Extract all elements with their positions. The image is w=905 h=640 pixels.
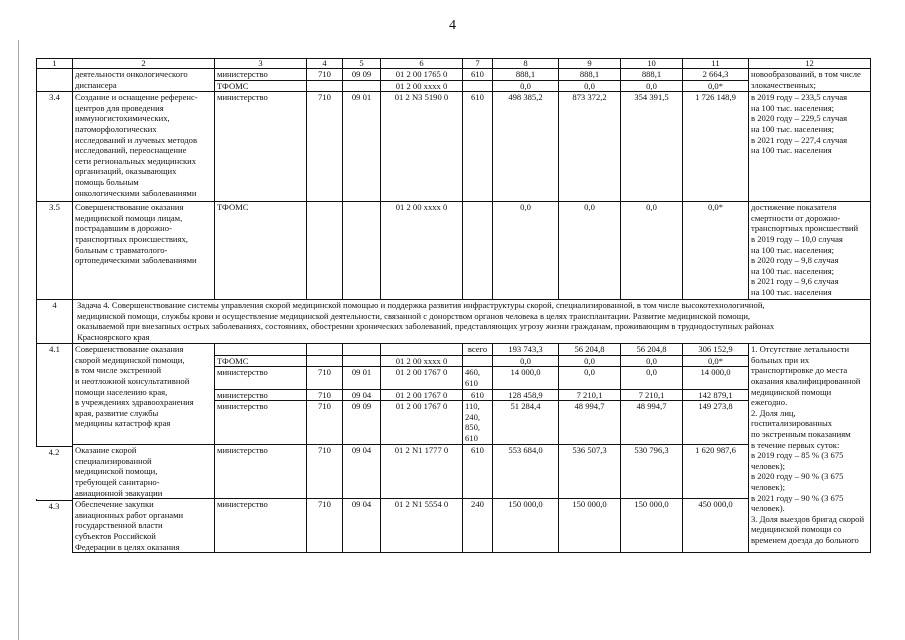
amount-cell: 2 664,3	[683, 69, 749, 81]
row-number-cell: 3.5	[37, 202, 73, 300]
text-line: злокачественных;	[751, 79, 816, 90]
executor-cell: министерство	[215, 367, 307, 389]
page-number: 4	[449, 18, 456, 33]
code-cell: 09 04	[343, 389, 381, 401]
amount-cell: 7 210,1	[621, 389, 683, 401]
code-cell	[343, 202, 381, 300]
text-line: помощь больным	[75, 176, 139, 187]
text-line: и неотложной консультативной	[75, 375, 190, 386]
code-cell	[307, 80, 343, 92]
code-cell: 710	[307, 367, 343, 389]
row-number-cell: 4	[37, 300, 73, 344]
text-line: субъектов Российской	[75, 530, 156, 541]
text-line: Совершенствование оказания	[75, 202, 184, 213]
code-cell: 710	[307, 69, 343, 81]
task-description-cell	[73, 300, 871, 344]
activity-name-cell	[73, 92, 215, 202]
result-cell	[749, 92, 871, 202]
activity-name-cell	[73, 344, 215, 445]
code-cell: 460, 610	[463, 367, 493, 389]
text-line: на 100 тыс. населения;	[751, 102, 835, 113]
amount-cell: 306 152,9	[683, 344, 749, 356]
code-cell	[381, 344, 463, 356]
text-line: больных при их	[751, 354, 810, 365]
text-line: государственной власти	[75, 520, 163, 531]
text-line: в 2019 году – 233,5 случая	[751, 92, 848, 103]
code-cell: 110, 240, 850, 610	[463, 401, 493, 445]
text-line: больным с травматолого-	[75, 244, 168, 255]
amount-cell: 56 204,8	[559, 344, 621, 356]
text-line: авиационной эвакуации	[75, 487, 163, 498]
text-line: Красноярского края	[77, 331, 150, 342]
program-table	[36, 58, 871, 553]
text-line: оказания квалифицированной	[751, 375, 861, 386]
amount-cell: 888,1	[621, 69, 683, 81]
text-line: транспортных происшествий	[751, 223, 859, 234]
amount-cell: 7 210,1	[559, 389, 621, 401]
text-line: в течение первых суток:	[751, 439, 840, 450]
text-line: человек);	[751, 481, 785, 492]
column-number: 7	[463, 59, 493, 69]
text-line: организаций, оказывающих	[75, 166, 177, 177]
code-cell: 240	[463, 499, 493, 553]
amount-cell: 498 385,2	[493, 92, 559, 202]
text-line: медицинской помощи со	[751, 524, 842, 535]
code-cell	[307, 355, 343, 367]
amount-cell: 450 000,0	[683, 499, 749, 553]
column-number: 10	[621, 59, 683, 69]
text-line: медицинской помощи	[751, 386, 832, 397]
text-line: Оказание скорой	[75, 445, 137, 456]
column-number: 12	[749, 59, 871, 69]
code-cell: 01 2 N3 5190 0	[381, 92, 463, 202]
table-row-4-1	[37, 344, 871, 356]
text-line: новообразований, в том числе	[751, 69, 861, 79]
amount-cell: 536 507,3	[559, 445, 621, 499]
text-line: на 100 тыс. населения;	[751, 123, 835, 134]
text-line: центров для проведения	[75, 102, 164, 113]
code-cell: 01 2 00 1767 0	[381, 401, 463, 445]
table-row-4-2	[37, 445, 871, 499]
text-line: на 100 тыс. населения;	[751, 244, 835, 255]
executor-cell: ТФОМС	[215, 202, 307, 300]
amount-cell: 14 000,0	[493, 367, 559, 389]
text-line: транспортировке до места	[751, 365, 848, 376]
result-cell	[749, 344, 871, 553]
amount-cell: 0,0	[559, 355, 621, 367]
code-cell: 09 09	[343, 401, 381, 445]
text-line: сети региональных медицинских	[75, 155, 197, 166]
code-cell: 09 09	[343, 69, 381, 81]
text-line: 1. Отсутствие летальности	[751, 344, 850, 355]
code-cell	[343, 355, 381, 367]
activity-name-cell	[73, 202, 215, 300]
column-number: 2	[73, 59, 215, 69]
text-line: в 2021 году – 9,6 случая	[751, 276, 839, 287]
text-line: в 2021 году – 90 % (3 675	[751, 492, 844, 503]
code-cell: 610	[463, 445, 493, 499]
code-cell	[307, 202, 343, 300]
text-line: на 100 тыс. населения;	[751, 265, 835, 276]
amount-cell: 149 273,8	[683, 401, 749, 445]
amount-cell: 150 000,0	[621, 499, 683, 553]
column-number: 4	[307, 59, 343, 69]
code-cell	[463, 355, 493, 367]
activity-name-cell	[73, 445, 215, 499]
amount-cell: 0,0*	[683, 80, 749, 92]
text-line: в 2021 году – 227,4 случая	[751, 134, 848, 145]
code-cell	[307, 344, 343, 356]
text-line: по экстренным показаниям	[751, 428, 851, 439]
text-line: диспансера	[75, 79, 117, 90]
text-line: исследований и лучевых методов	[75, 134, 198, 145]
text-line: транспортных происшествиях,	[75, 233, 188, 244]
executor-cell	[215, 344, 307, 356]
text-line: пострадавшим в дорожно-	[75, 223, 172, 234]
text-line: специализированной	[75, 455, 152, 466]
code-cell: 09 01	[343, 367, 381, 389]
row-number-cell: 4.1	[37, 344, 73, 553]
amount-cell: 0,0	[493, 202, 559, 300]
text-line: госпитализированных	[751, 418, 833, 429]
column-number: 11	[683, 59, 749, 69]
text-line: на 100 тыс. населения	[751, 145, 832, 156]
text-line: человек).	[751, 503, 785, 514]
code-cell	[463, 80, 493, 92]
table-row-3-5	[37, 202, 871, 300]
code-cell	[343, 344, 381, 356]
text-line: медицинской помощи лицам,	[75, 212, 183, 223]
executor-cell: ТФОМС	[215, 80, 307, 92]
text-line: Совершенствование оказания	[75, 344, 184, 355]
code-cell: 09 01	[343, 92, 381, 202]
amount-cell: 0,0*	[683, 355, 749, 367]
code-cell: 01 2 N1 5554 0	[381, 499, 463, 553]
table-row-4-3	[37, 499, 871, 553]
amount-cell: 873 372,2	[559, 92, 621, 202]
text-line: на 100 тыс. населения	[751, 286, 832, 297]
amount-cell: 128 458,9	[493, 389, 559, 401]
activity-name-cell	[73, 69, 215, 92]
row-number-cell	[37, 69, 73, 92]
code-cell: 01 2 00 xxxx 0	[381, 80, 463, 92]
code-cell: 01 2 00 xxxx 0	[381, 355, 463, 367]
executor-cell: министерство	[215, 445, 307, 499]
text-line: временем доезда до больного	[751, 534, 859, 545]
text-line: оказываемой при внезапных острых заболеваниях, состояниях, обострении хронических заболеваний, представляющих угрозу жизни гражданам, проживающим в труднодоступных районах	[77, 321, 775, 332]
text-line: в учреждениях здравоохранения	[75, 397, 194, 408]
code-cell: 610	[463, 69, 493, 81]
text-line: онкологическими заболеваниями	[75, 187, 197, 198]
executor-cell: министерство	[215, 69, 307, 81]
activity-name-cell	[73, 499, 215, 553]
executor-cell: ТФОМС	[215, 355, 307, 367]
text-line: человек);	[751, 460, 785, 471]
amount-cell: 0,0	[621, 355, 683, 367]
code-cell: 710	[307, 389, 343, 401]
row-number-cell: 3.4	[37, 92, 73, 202]
table-row-continued	[37, 69, 871, 81]
amount-cell: 193 743,3	[493, 344, 559, 356]
column-number: 3	[215, 59, 307, 69]
row-number-4-3: 4.3	[36, 500, 72, 553]
column-number: 9	[559, 59, 621, 69]
executor-cell: министерство	[215, 92, 307, 202]
executor-cell: министерство	[215, 499, 307, 553]
text-line: требующей санитарно-	[75, 476, 160, 487]
code-cell: 09 04	[343, 445, 381, 499]
text-line: в 2020 году – 9,8 случая	[751, 255, 839, 266]
text-line: 2. Доля лиц,	[751, 407, 796, 418]
amount-cell: 0,0	[493, 355, 559, 367]
text-line: достижение показателя	[751, 202, 837, 213]
amount-cell: 0,0	[493, 80, 559, 92]
text-line: медицины катастроф края	[75, 418, 171, 429]
text-line: медицинской помощи, службы крови и осуществление медицинской деятельности, связанной с донорством органов человека в целях трансплантации. Развитие медицинской помощи,	[77, 310, 751, 321]
amount-cell: 0,0	[559, 367, 621, 389]
amount-cell: 0,0	[621, 367, 683, 389]
amount-cell: 0,0	[559, 80, 621, 92]
amount-cell: 14 000,0	[683, 367, 749, 389]
text-line: 3. Доля выездов бригад скорой	[751, 513, 865, 524]
text-line: смертности от дорожно-	[751, 212, 841, 223]
amount-cell: 354 391,5	[621, 92, 683, 202]
amount-cell: 553 684,0	[493, 445, 559, 499]
text-line: Задача 4. Совершенствование системы управления скорой медицинской помощью и поддержка развития инфраструктуры скорой, специализированной, в том числе высокотехнологичной,	[77, 300, 765, 311]
code-cell: 710	[307, 92, 343, 202]
table-row-task-4	[37, 300, 871, 344]
amount-cell: 530 796,3	[621, 445, 683, 499]
text-line: в 2020 году – 90 % (3 675	[751, 471, 844, 482]
code-cell	[463, 202, 493, 300]
amount-cell: 0,0	[559, 202, 621, 300]
text-line: помощи населению края,	[75, 386, 168, 397]
executor-cell: министерство	[215, 401, 307, 445]
code-cell: 710	[307, 445, 343, 499]
code-cell	[343, 80, 381, 92]
code-cell: 01 2 00 1767 0	[381, 389, 463, 401]
text-line: Обеспечение закупки	[75, 499, 154, 510]
code-cell: 610	[463, 92, 493, 202]
scan-edge-line	[18, 40, 19, 640]
result-cell	[749, 202, 871, 300]
text-line: авиационных работ органами	[75, 509, 184, 520]
column-number: 8	[493, 59, 559, 69]
amount-cell: 150 000,0	[559, 499, 621, 553]
text-line: скорой медицинской помощи,	[75, 354, 185, 365]
text-line: в 2019 году – 10,0 случая	[751, 233, 843, 244]
amount-cell: 0,0	[621, 202, 683, 300]
amount-cell: 48 994,7	[621, 401, 683, 445]
text-line: края, развитие службы	[75, 407, 159, 418]
amount-cell: 51 284,4	[493, 401, 559, 445]
code-cell: 710	[307, 401, 343, 445]
amount-cell: 888,1	[559, 69, 621, 81]
column-number: 1	[37, 59, 73, 69]
result-cell	[749, 69, 871, 92]
amount-cell: 0,0	[621, 80, 683, 92]
amount-cell: 48 994,7	[559, 401, 621, 445]
text-line: медицинской помощи,	[75, 466, 158, 477]
column-number: 6	[381, 59, 463, 69]
text-line: деятельности онкологического	[75, 69, 188, 79]
code-cell: 01 2 N1 1777 0	[381, 445, 463, 499]
code-cell: 01 2 00 xxxx 0	[381, 202, 463, 300]
column-numbers-row	[37, 59, 871, 69]
code-cell: 01 2 00 1765 0	[381, 69, 463, 81]
amount-cell: 1 726 148,9	[683, 92, 749, 202]
text-line: ортопедическими заболеваниями	[75, 255, 197, 266]
code-cell: 09 04	[343, 499, 381, 553]
code-cell: 610	[463, 389, 493, 401]
amount-cell: 150 000,0	[493, 499, 559, 553]
amount-cell: 56 204,8	[621, 344, 683, 356]
amount-cell: 142 879,1	[683, 389, 749, 401]
text-line: исследований, переоснащение	[75, 145, 187, 156]
text-line: Федерации в целях оказания	[75, 541, 180, 552]
text-line: в том числе экстренной	[75, 365, 162, 376]
text-line: Создание и оснащение референс-	[75, 92, 198, 103]
code-cell: 710	[307, 499, 343, 553]
code-cell: 01 2 00 1767 0	[381, 367, 463, 389]
text-line: ежегодно.	[751, 397, 788, 408]
text-line: в 2020 году – 229,5 случая	[751, 113, 848, 124]
table-row-3-4	[37, 92, 871, 202]
text-line: в 2019 году – 85 % (3 675	[751, 450, 844, 461]
executor-cell: министерство	[215, 389, 307, 401]
row-number-4-2: 4.2	[36, 446, 72, 499]
text-line: патоморфологических	[75, 123, 157, 134]
text-line: иммуногистохимических,	[75, 113, 170, 124]
amount-cell: 0,0*	[683, 202, 749, 300]
amount-cell: 1 620 987,6	[683, 445, 749, 499]
total-label-cell: всего	[463, 344, 493, 356]
column-number: 5	[343, 59, 381, 69]
amount-cell: 888,1	[493, 69, 559, 81]
